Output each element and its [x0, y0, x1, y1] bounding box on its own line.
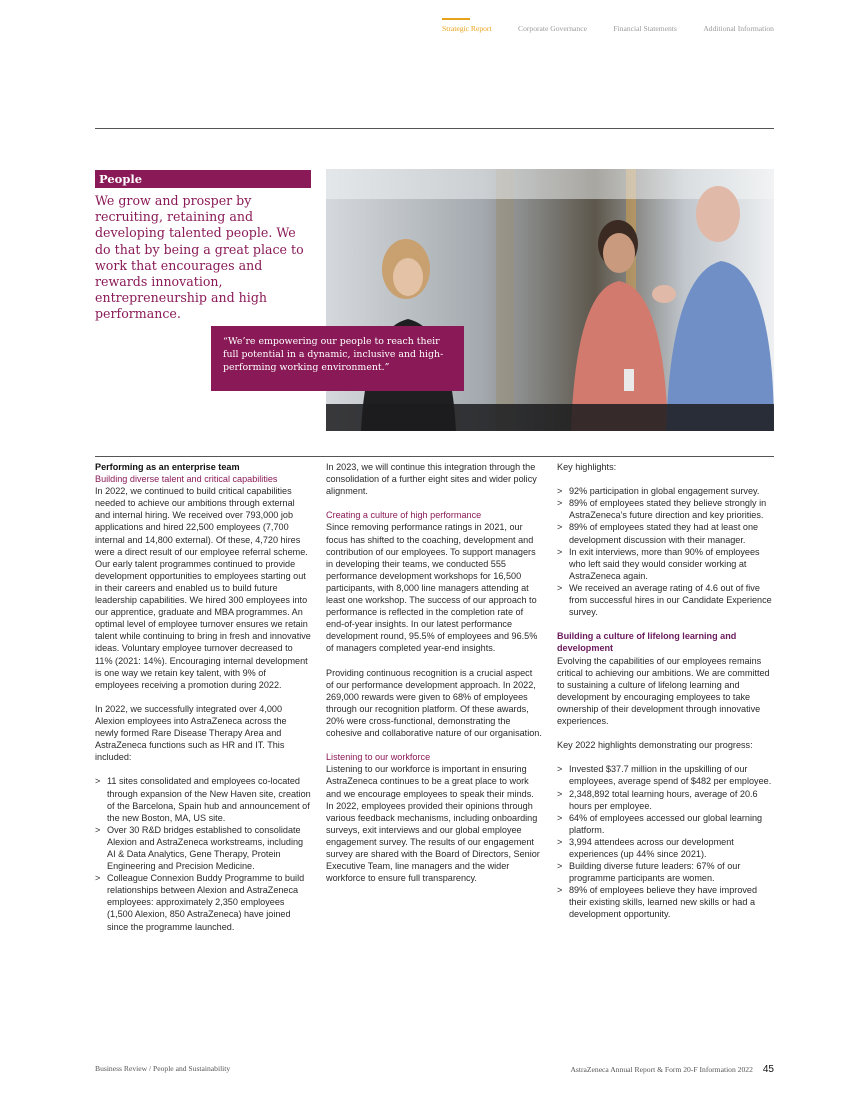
content-divider	[95, 456, 774, 457]
paragraph: Evolving the capabilities of our employees remains critical to achieving our ambitions. We are committed to sustaining a culture of lifelong learning and development by encouraging employees to take ownership of their development through innovative experiences.	[557, 655, 770, 726]
paragraph: Since removing performance ratings in 2021, our focus has shifted to the coaching, development and contribution of our employees. To support managers in developing their teams, we conducted 555 performance development workshops for 16,500 participants, with 8,000 line managers attending at least one workshop. The success of our approach to performance is reflected in the completion rate of end-of-year insights. In our latest performance development round, 95.5% of employees and 96.5% of managers completed year-end insights.	[326, 522, 538, 654]
list-item: > 92% participation in global engagement survey.	[557, 485, 773, 497]
subsection-heading: Building diverse talent and critical capabilities	[95, 474, 278, 485]
list-item: > 64% of employees accessed our global learning platform.	[557, 812, 773, 836]
nav-strategic-report[interactable]: Strategic Report	[442, 24, 492, 33]
column-1	[95, 461, 311, 933]
top-divider	[95, 128, 774, 129]
paragraph: In 2022, we continued to build critical capabilities needed to achieve our ambitions through external and internal hiring. We received over 793,000 job applications and hired 22,500 employees (7,700 internal and 14,800 external). Of these, 4,720 hires were a direct result of our employee referral scheme. Our early talent programmes continued to provide development opportunities to employees starting out in their careers and enabled us to build future leadership capabilities. We hired 300 employees into our apprentice, graduate and MBA programmes. An optimal level of employee turnover ensures we retain talent while continuing to bring in fresh and innovative ideas. Voluntary employee turnover decreased to 11% (2021: 14%). Encouraging internal development is one way we retain key talent, with 9% of employees receiving a promotion during 2022.	[95, 486, 311, 690]
list-item: > 2,348,892 total learning hours, average of 20.6 hours per employee.	[557, 788, 773, 812]
list-item: > 3,994 attendees across our development experiences (up 44% since 2021).	[557, 836, 773, 860]
bullet-list	[557, 763, 773, 920]
list-item: > Building diverse future leaders: 67% of our programme participants are women.	[557, 860, 773, 884]
bullet-list	[557, 485, 773, 618]
paragraph: Providing continuous recognition is a crucial aspect of our performance development approach. In 2022, 269,000 rewards were given to 68% of employees through our recognition platform. Of these awards, 20% were cross-functional, demonstrating the cohesive and collaborative nature of our organisation.	[326, 667, 542, 739]
top-navigation	[442, 24, 774, 33]
subsection-heading: Creating a culture of high performance	[326, 510, 482, 521]
list-item: > Over 30 R&D bridges established to consolidate Alexion and AstraZeneca workstreams, including AI & Data Analytics, Gene Therapy, Protein Engineering and Precision Medicine.	[95, 824, 311, 872]
list-item: > 89% of employees stated they had at least one development discussion with their manager.	[557, 521, 773, 545]
nav-additional-information[interactable]: Additional Information	[703, 24, 774, 33]
pull-quote: “We’re empowering our people to reach their full potential in a dynamic, inclusive and high-performing working environment.”	[211, 326, 464, 391]
paragraph: In 2023, we will continue this integration through the consolidation of a further eight sites and wider policy alignment.	[326, 462, 537, 497]
paragraph: Key highlights:	[557, 462, 617, 472]
list-item: > 89% of employees stated they believe strongly in AstraZeneca’s future direction and key priorities.	[557, 497, 773, 521]
hero-photo-illustration	[326, 169, 774, 431]
paragraph: Listening to our workforce is important in ensuring AstraZeneca continues to be a great place to work and we encourage employees to speak their minds. In 2022, employees provided their opinions through various feedback mechanisms, including onboarding surveys, exit interviews and our global employee engagement survey. The results of our engagement survey are shared with the Board of Directors, Senior Executive Team, line managers and the wider workforce to ensure full transparency.	[326, 764, 540, 884]
nav-financial-statements[interactable]: Financial Statements	[613, 24, 677, 33]
column-3	[557, 461, 773, 921]
list-item: > 89% of employees believe they have improved their existing skills, learned new skills or had a development opportunity.	[557, 884, 773, 920]
section-heading: Performing as an enterprise team	[95, 462, 240, 472]
report-title: AstraZeneca Annual Report & Form 20-F Information 2022	[570, 1065, 753, 1074]
column-2	[326, 461, 542, 884]
hero-photo	[326, 169, 774, 431]
subsection-heading: Building a culture of lifelong learning and development	[557, 631, 737, 654]
list-item: > Invested $37.7 million in the upskilling of our employees, average spend of $482 per employee.	[557, 763, 773, 787]
subsection-heading: Listening to our workforce	[326, 752, 431, 763]
bullet-list	[95, 775, 311, 932]
list-item: > Colleague Connexion Buddy Programme to build relationships between Alexion and AstraZeneca employees: approximately 2,350 employees (1,500 Alexion, 850 AstraZeneca) have joined since the programme launched.	[95, 872, 311, 932]
intro-statement: We grow and prosper by recruiting, retaining and developing talented people. We do that by being a great place to work that encourages and rewards innovation, entrepreneurship and high performance.	[95, 193, 304, 322]
paragraph: Key 2022 highlights demonstrating our progress:	[557, 740, 753, 751]
footer-report-title	[570, 1064, 774, 1075]
footer-section-label: Business Review / People and Sustainability	[95, 1064, 231, 1073]
list-item: > 11 sites consolidated and employees co-located through expansion of the New Haven site, creation of the Barcelona, Spain hub and announcement of the new Boston, MA, US site.	[95, 775, 311, 823]
nav-corporate-governance[interactable]: Corporate Governance	[518, 24, 587, 33]
paragraph: In 2022, we successfully integrated over 4,000 Alexion employees into AstraZeneca across the newly formed Rare Disease Therapy Area and AstraZeneca functions such as HR and IT. This included:	[95, 703, 287, 763]
page-number: 45	[762, 1064, 774, 1075]
section-tag: People	[95, 170, 311, 188]
list-item: > We received an average rating of 4.6 out of five from successful hires in our Candidate Experience survey.	[557, 582, 773, 618]
list-item: > In exit interviews, more than 90% of employees who left said they would consider working at AstraZeneca again.	[557, 546, 773, 582]
